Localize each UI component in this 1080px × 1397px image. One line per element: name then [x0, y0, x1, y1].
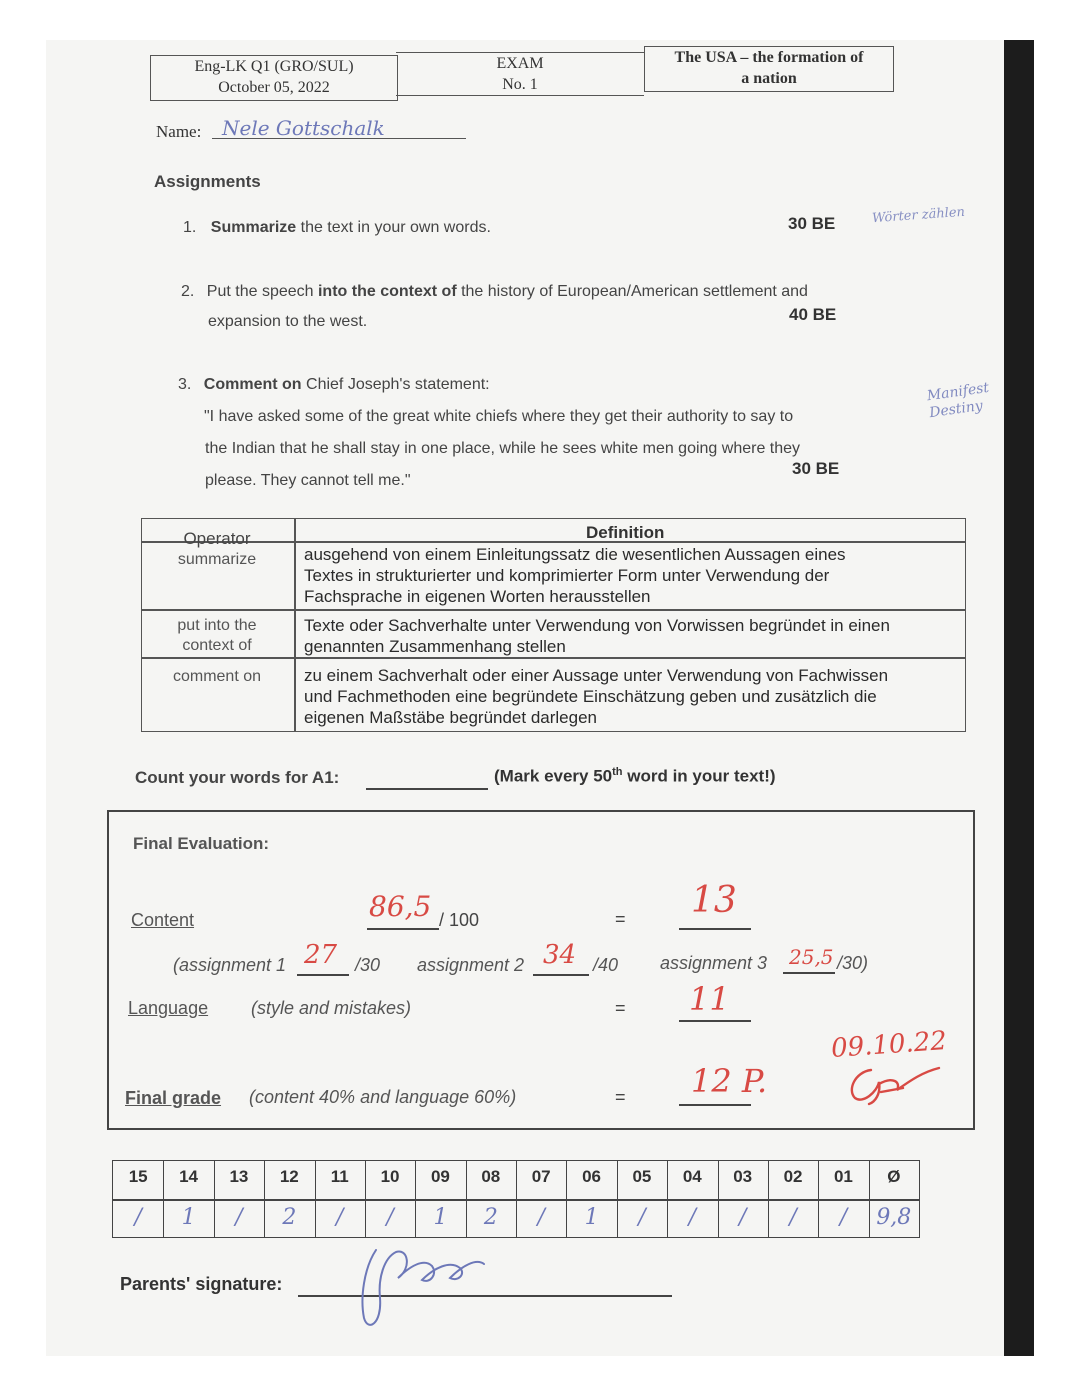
content-underline	[367, 928, 439, 930]
content-label: Content	[131, 910, 195, 930]
wordcount-blank	[366, 788, 488, 790]
assignment-2-number: 2.	[181, 283, 195, 300]
a1-label: (assignment 1	[173, 955, 287, 975]
a3-score: 25,5	[789, 945, 834, 969]
grade-count-6: 1	[433, 1205, 448, 1230]
definition-context-2: genannten Zusammenhang stellen	[304, 637, 566, 656]
grade-count-2: /	[235, 1205, 243, 1230]
a3-underline	[783, 972, 835, 974]
assignment-3-quote-3: please. They cannot tell me."	[205, 472, 411, 489]
assignment-2-verb-pre: Put the speech	[206, 283, 318, 300]
wordcount-label: Count your words for A1:	[135, 768, 340, 787]
content-points-underline	[679, 928, 751, 930]
grade-header-14: 01	[833, 1167, 853, 1186]
definition-comment-3: eigenen Maßstäbe begründet darlegen	[304, 708, 597, 727]
definition-summarize-2: Textes in strukturierter und komprimierter Form unter Verwendung der	[304, 566, 830, 585]
grade-count-10: /	[638, 1205, 646, 1230]
assignment-3-note-1: Manifest	[925, 379, 991, 405]
a2-label: assignment 2	[417, 955, 525, 975]
grade-count-4: /	[335, 1205, 344, 1230]
scan-edge	[1004, 40, 1034, 1356]
a2-max: /40	[593, 955, 619, 975]
grade-count-0: /	[134, 1205, 142, 1230]
table-row-line	[142, 657, 965, 659]
grade-count-15: 9,8	[876, 1205, 912, 1230]
teacher-initials	[841, 1062, 951, 1108]
assignment-3-text: Chief Joseph's statement:	[301, 376, 490, 393]
assignment-1-points: 30 BE	[788, 214, 836, 233]
final-underline	[679, 1104, 751, 1106]
final-grade-label: Final grade	[125, 1088, 222, 1108]
assignment-3	[178, 369, 800, 497]
evaluation-heading: Final Evaluation:	[133, 834, 270, 853]
definition-heading: Definition	[586, 523, 665, 542]
grade-distribution-table	[112, 1160, 920, 1238]
course-line-2: October 05, 2022	[218, 79, 330, 96]
assignment-2	[181, 277, 808, 337]
final-equals: =	[615, 1087, 626, 1107]
grade-header-11: 04	[682, 1167, 702, 1186]
grade-header-12: 03	[733, 1167, 753, 1186]
table-row-line	[142, 609, 965, 611]
assignment-2-text-2: expansion to the west.	[208, 313, 368, 330]
exam-line-2: No. 1	[502, 76, 538, 93]
grade-header-10: 05	[632, 1167, 652, 1186]
definition-summarize	[304, 544, 954, 607]
wordcount-hint	[494, 766, 776, 787]
assignment-3-line-0	[178, 369, 800, 401]
parents-signature-mark	[350, 1238, 490, 1334]
grade-count-8: /	[537, 1205, 545, 1230]
operator-summarize: summarize	[177, 551, 257, 568]
grade-header-8: 07	[531, 1167, 551, 1186]
assignment-1-text: the text in your own words.	[296, 219, 491, 236]
grading-date: 09.10.22	[830, 1025, 948, 1065]
a3-label: assignment 3	[660, 953, 768, 973]
definition-table	[141, 518, 966, 732]
grade-count-3: 2	[282, 1205, 297, 1230]
language-note: (style and mistakes)	[251, 998, 412, 1018]
a1-max: /30	[355, 955, 381, 975]
topic-line-1: The USA – the formation of	[674, 49, 864, 66]
exam-line-1: EXAM	[496, 55, 544, 72]
assignment-3-note-2: Destiny	[928, 397, 984, 422]
content-equals: =	[615, 909, 626, 929]
operator-context-2: context of	[182, 637, 252, 654]
assignment-1-note: Wörter zählen	[871, 204, 966, 227]
grade-count-5: /	[386, 1205, 394, 1230]
operator-comment: comment on	[172, 668, 262, 685]
grade-header-15: Ø	[887, 1167, 901, 1186]
definition-comment-1: zu einem Sachverhalt oder einer Aussage unter Verwendung von Fachwissen	[304, 666, 889, 685]
assignment-3-points: 30 BE	[792, 459, 840, 478]
wordcount-hint-pre: (Mark every 50	[494, 766, 613, 786]
definition-context-1: Texte oder Sachverhalte unter Verwendung von Vorwissen begründet in einen	[304, 616, 890, 635]
a2-underline	[533, 974, 589, 976]
grade-header-1: 14	[179, 1167, 199, 1186]
assignment-2-line-1	[181, 277, 808, 307]
grade-header-3: 12	[279, 1167, 299, 1186]
grade-header-7: 08	[481, 1167, 501, 1186]
grade-count-1: 1	[181, 1205, 196, 1230]
language-underline	[679, 1020, 751, 1022]
a1-score: 27	[304, 940, 338, 970]
grade-header-13: 02	[783, 1167, 803, 1186]
grade-count-14: /	[839, 1205, 848, 1230]
grade-count-7: 2	[483, 1205, 498, 1230]
grade-header-4: 11	[330, 1167, 349, 1186]
wordcount-hint-sup: th	[612, 766, 623, 778]
content-points: 13	[691, 880, 737, 921]
a2-score: 34	[543, 940, 577, 970]
grade-header-2: 13	[229, 1167, 249, 1186]
grade-header-9: 06	[582, 1167, 602, 1186]
assignment-3-number: 3.	[178, 376, 192, 393]
language-label: Language	[128, 998, 209, 1018]
exam-box	[396, 52, 644, 96]
parents-signature-label: Parents' signature:	[120, 1274, 283, 1294]
assignment-2-text-1: the history of European/American settlement and	[456, 283, 808, 300]
grade-header-5: 10	[380, 1167, 400, 1186]
definition-summarize-3: Fachsprache in eigenen Worten herausstellen	[304, 587, 651, 606]
definition-comment-2: und Fachmethoden eine begründete Einschätzung geben und zusätzlich die	[304, 687, 877, 706]
final-grade-note: (content 40% and language 60%)	[249, 1087, 517, 1107]
name-value: Nele Gottschalk	[222, 116, 385, 140]
final-evaluation-box	[107, 810, 975, 1130]
course-line-1: Eng-LK Q1 (GRO/SUL)	[194, 58, 354, 75]
assignments-heading: Assignments	[154, 172, 261, 191]
wordcount-hint-post: word in your text!)	[622, 766, 776, 786]
topic-line-2: a nation	[741, 70, 797, 87]
language-points: 11	[689, 980, 730, 1018]
assignment-2-points: 40 BE	[789, 305, 837, 324]
assignment-1-verb: Summarize	[210, 219, 297, 236]
table-divider	[294, 519, 296, 731]
grade-header-6: 09	[430, 1167, 450, 1186]
topic-box	[644, 46, 894, 92]
definition-context	[304, 615, 954, 657]
grade-count-11: /	[688, 1205, 697, 1230]
grade-header-0: 15	[128, 1167, 148, 1186]
name-label: Name:	[156, 122, 202, 141]
language-equals: =	[615, 998, 626, 1018]
a3-max: /30)	[837, 953, 869, 973]
assignment-1	[183, 219, 491, 237]
assignment-2-verb: into the context of	[317, 283, 457, 300]
operator-heading: Operator	[183, 529, 251, 548]
assignment-1-number: 1.	[183, 219, 197, 236]
operator-context-1: put into the	[177, 617, 257, 634]
grade-count-12: /	[738, 1205, 747, 1230]
grade-count-9: 1	[584, 1205, 599, 1230]
content-score: 86,5	[369, 890, 432, 923]
assignment-3-verb: Comment on	[203, 376, 302, 393]
final-grade-points: 12 P.	[691, 1062, 768, 1100]
definition-summarize-1: ausgehend von einem Einleitungssatz die wesentlichen Aussagen eines	[304, 545, 846, 564]
a1-underline	[297, 974, 349, 976]
assignment-3-quote-2: the Indian that he shall stay in one place, while he sees white men going where they	[205, 440, 801, 457]
grade-count-13: /	[789, 1205, 797, 1230]
operator-context	[142, 616, 292, 656]
definition-comment	[304, 665, 954, 728]
assignment-3-quote-1: "I have asked some of the great white chiefs where they get their authority to say to	[204, 408, 794, 425]
content-max: / 100	[439, 910, 480, 930]
course-box	[150, 55, 398, 101]
